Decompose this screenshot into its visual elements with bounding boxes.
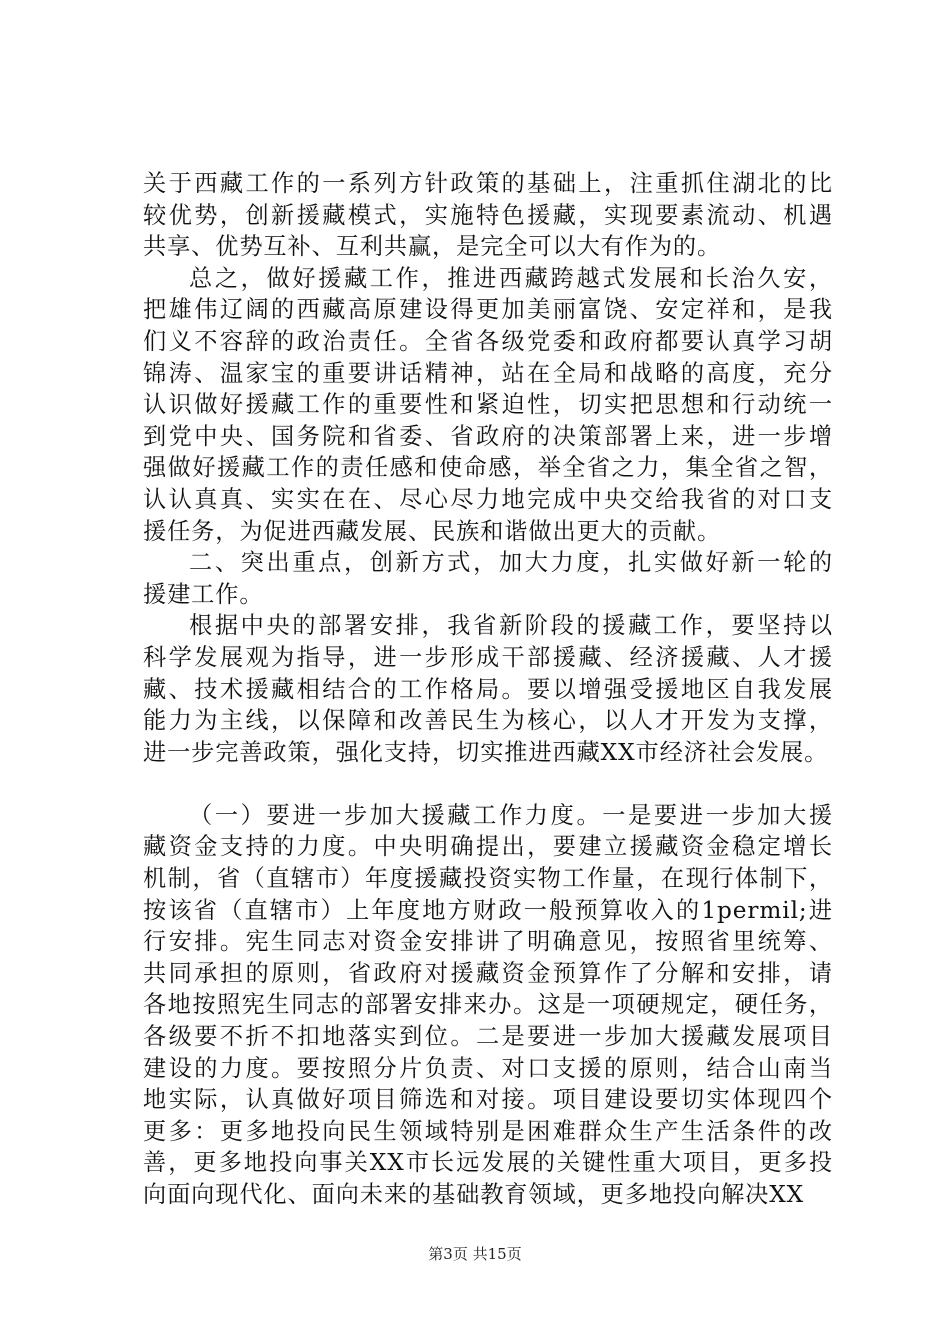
text-line: 共享、优势互补、互利共赢，是完全可以大有作为的。 bbox=[143, 233, 722, 261]
text-line: 关于西藏工作的一系列方针政策的基础上，注重抓住湖北的比 bbox=[143, 170, 833, 197]
text-line: 援建工作。 bbox=[143, 580, 264, 608]
paragraph-gap bbox=[143, 768, 833, 800]
paragraph bbox=[143, 800, 833, 1211]
text-line: 认识做好援藏工作的重要性和紧迫性，切实把思想和行动统一 bbox=[143, 391, 833, 419]
text-line: （一）要进一步加大援藏工作力度。一是要进一步加大援 bbox=[189, 801, 833, 829]
text-line: 援任务，为促进西藏发展、民族和谐做出更大的贡献。 bbox=[143, 517, 722, 545]
text-line: 各级要不折不扣地落实到位。二是要进一步加大援藏发展项目 bbox=[143, 1023, 833, 1051]
text-line: 把雄伟辽阔的西藏高原建设得更加美丽富饶、安定祥和，是我 bbox=[143, 296, 833, 324]
text-line: 更多：更多地投向民生领域特别是困难群众生产生活条件的改 bbox=[143, 1117, 833, 1145]
text-line: 地实际，认真做好项目筛选和对接。项目建设要切实体现四个 bbox=[143, 1086, 833, 1114]
text-line: 强做好援藏工作的责任感和使命感，举全省之力，集全省之智， bbox=[143, 454, 833, 482]
text-line: 机制，省（直辖市）年度援藏投资实物工作量，在现行体制下， bbox=[143, 865, 833, 893]
text-line: 各地按照宪生同志的部署安排来办。这是一项硬规定，硬任务， bbox=[143, 991, 833, 1019]
text-line: 按该省（直辖市）上年度地方财政一般预算收入的1permil;进 bbox=[143, 896, 833, 924]
text-line: 总之，做好援藏工作，推进西藏跨越式发展和长治久安， bbox=[189, 264, 833, 292]
text-line: 认认真真、实实在在、尽心尽力地完成中央交给我省的对口支 bbox=[143, 485, 833, 513]
text-line: 行安排。宪生同志对资金安排讲了明确意见，按照省里统筹、 bbox=[143, 928, 833, 956]
text-line: 较优势，创新援藏模式，实施特色援藏，实现要素流动、机遇 bbox=[143, 201, 833, 229]
text-line: 进一步完善政策，强化支持，切实推进西藏XX市经济社会发展。 bbox=[143, 738, 829, 766]
text-line: 们义不容辞的政治责任。全省各级党委和政府都要认真学习胡 bbox=[143, 327, 833, 355]
text-line: 到党中央、国务院和省委、省政府的决策部署上来，进一步增 bbox=[143, 422, 833, 450]
text-line: 藏、技术援藏相结合的工作格局。要以增强受援地区自我发展 bbox=[143, 675, 833, 703]
text-line: 建设的力度。要按照分片负责、对口支援的原则，结合山南当 bbox=[143, 1054, 833, 1082]
text-line: 共同承担的原则，省政府对援藏资金预算作了分解和安排，请 bbox=[143, 959, 833, 987]
text-line: 锦涛、温家宝的重要讲话精神，站在全局和战略的高度，充分 bbox=[143, 359, 833, 387]
text-line: 二、突出重点，创新方式，加大力度，扎实做好新一轮的 bbox=[189, 549, 833, 577]
text-line: 向面向现代化、面向未来的基础教育领域，更多地投向解决XX bbox=[143, 1181, 805, 1208]
text-line: 根据中央的部署安排，我省新阶段的援藏工作，要坚持以 bbox=[189, 612, 833, 640]
text-line: 能力为主线，以保障和改善民生为核心，以人才开发为支撑， bbox=[143, 707, 833, 735]
page-number-footer: 第3页 共15页 bbox=[428, 1245, 522, 1263]
text-line: 善，更多地投向事关XX市长远发展的关键性重大项目，更多投 bbox=[143, 1149, 833, 1177]
text-line: 科学发展观为指导，进一步形成干部援藏、经济援藏、人才援 bbox=[143, 643, 833, 671]
paragraph bbox=[143, 168, 833, 263]
paragraph bbox=[143, 547, 833, 610]
paragraph bbox=[143, 263, 833, 547]
text-line: 藏资金支持的力度。中央明确提出，要建立援藏资金稳定增长 bbox=[143, 833, 833, 861]
paragraph bbox=[143, 610, 833, 768]
document-body bbox=[143, 168, 833, 1211]
